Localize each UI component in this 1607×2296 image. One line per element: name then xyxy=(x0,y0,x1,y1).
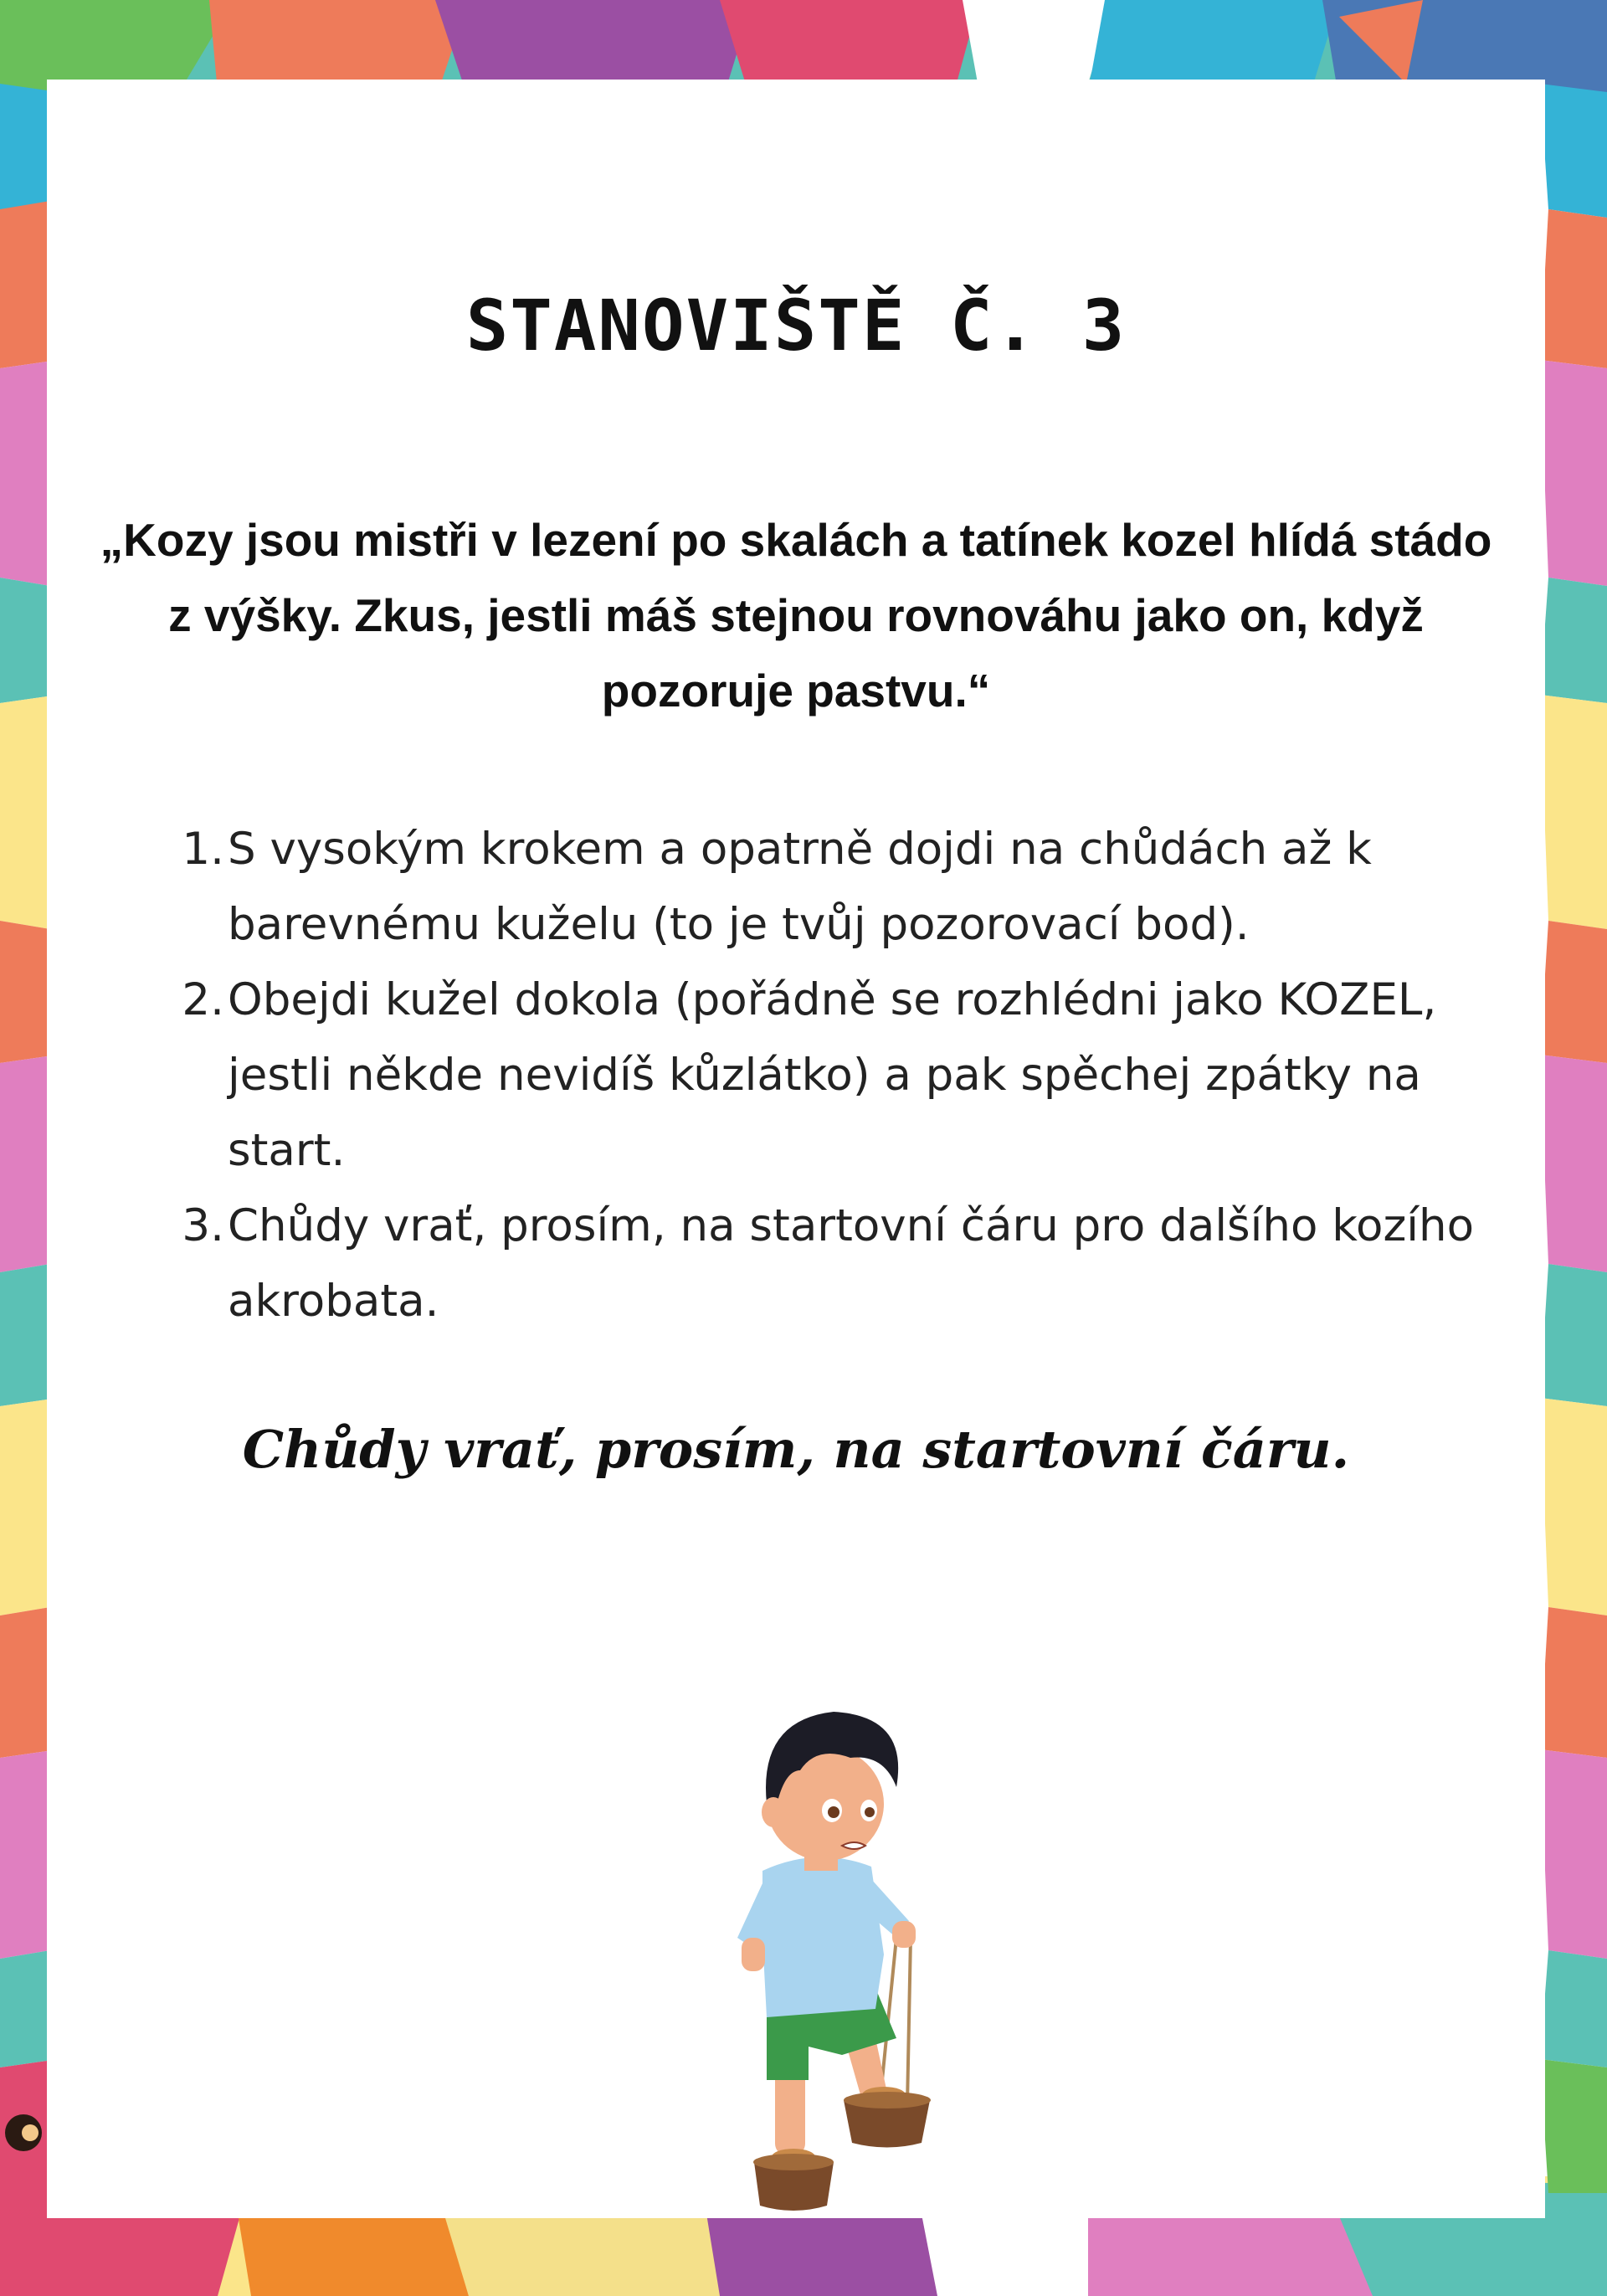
step-number: 1. xyxy=(182,824,224,875)
step-text: Chůdy vrať, prosím, na startovní čáru pro dalšího kozího akrobata. xyxy=(228,1200,1475,1327)
step-text: S vysokým krokem a opatrně dojdi na chůdách až k barevnému kuželu (to je tvůj pozorovací bod). xyxy=(228,824,1372,950)
station-card xyxy=(47,80,1545,2218)
step-number: 2. xyxy=(182,974,224,1025)
list-item xyxy=(154,963,1493,1189)
instruction-list xyxy=(154,812,1493,1339)
step-text: Obejdi kužel dokola (pořádně se rozhlédni jako KOZEL, jestli někde nevidíš kůzlátko) a pak spěchej zpátky na start. xyxy=(228,974,1437,1176)
boy-on-stilts-icon xyxy=(716,1687,1018,2222)
intro-quote: „Kozy jsou mistři v lezení po skalách a tatínek kozel hlídá stádo z výšky. Zkus, jestli máš stejnou rovnováhu jako on, když pozoruje pastvu.“ xyxy=(100,514,1492,717)
reminder-text: Chůdy vrať, prosím, na startovní čáru. xyxy=(242,1419,1350,1480)
step-number: 3. xyxy=(182,1200,224,1251)
list-item xyxy=(154,1189,1493,1339)
list-item xyxy=(154,812,1493,963)
page-title: STANOVIŠTĚ Č. 3 xyxy=(465,285,1127,367)
